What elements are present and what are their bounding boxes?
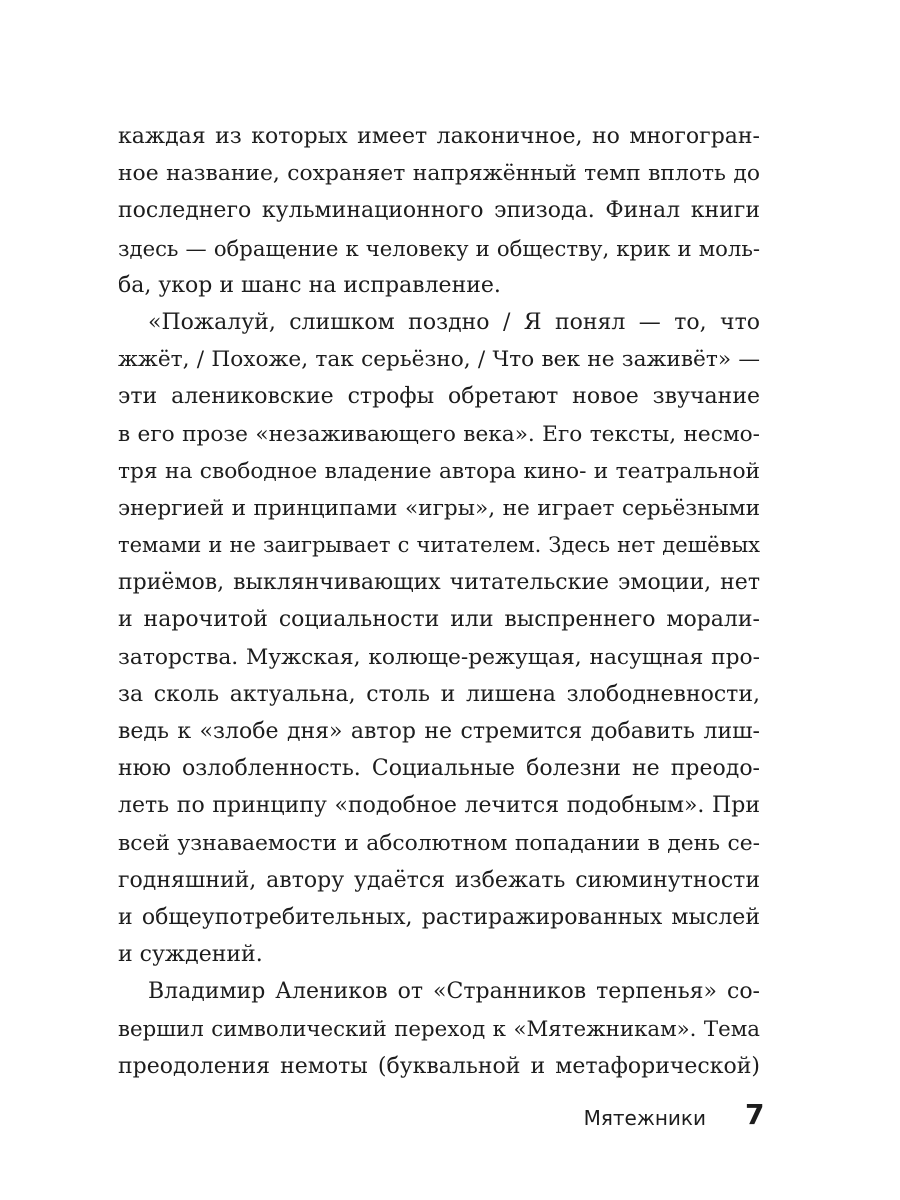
text-line: последнего кульминационного эпизода. Финал книги: [118, 198, 760, 224]
text-line: нюю озлобленность. Социальные болезни не преодо-: [118, 756, 760, 782]
text-line: преодоления немоты (буквальной и метафорической): [118, 1053, 760, 1079]
text-line: ведь к «злобе дня» автор не стремится добавить лиш-: [118, 719, 760, 744]
text-line: приёмов, выклянчивающих читательские эмоции, нет: [118, 570, 760, 596]
text-line: и общеупотребительных, растиражированных мыслей: [118, 904, 760, 930]
text-line: заторства. Мужская, колюще-режущая, насущная про-: [118, 644, 760, 670]
text-line: каждая из которых имеет лаконичное, но многогран-: [118, 124, 760, 149]
text-line: вершил символический переход к «Мятежникам». Тема: [118, 1016, 760, 1042]
text-line: темами и не заигрывает с читателем. Здесь нет дешёвых: [118, 533, 760, 558]
page-number: 7: [745, 1098, 765, 1131]
text-line: тря на свободное владение автора кино- и театральной: [118, 458, 760, 484]
text-line: ба, укор и шанс на исправление.: [118, 272, 501, 298]
text-line: Владимир Алеников от «Странников терпенья» со-: [148, 979, 760, 1005]
text-line: в его прозе «незаживающего века». Его тексты, несмо-: [118, 421, 760, 447]
running-title: Мятежники: [583, 1106, 706, 1130]
text-line: леть по принципу «подобное лечится подобным». При: [118, 793, 760, 819]
body-text: [118, 118, 760, 1085]
text-line: жжёт, / Похоже, так серьёзно, / Что век не заживёт» —: [118, 347, 760, 373]
text-line: за сколь актуальна, столь и лишена злободневности,: [118, 681, 760, 707]
text-line: энергией и принципами «игры», не играет серьёзными: [118, 495, 760, 521]
text-line: и нарочитой социальности или выспреннего морали-: [118, 607, 760, 633]
text-line: здесь — обращение к человеку и обществу, крик и моль-: [118, 235, 760, 261]
text-line: и суждений.: [118, 942, 263, 968]
text-line: всей узнаваемости и абсолютном попадании в день се-: [118, 830, 760, 856]
text-line: годняшний, автору удаётся избежать сиюминутности: [118, 867, 760, 893]
page-footer: [0, 1098, 900, 1138]
text-line: эти алениковские строфы обретают новое звучание: [118, 384, 760, 410]
text-line: ное название, сохраняет напряжённый темп вплоть до: [118, 161, 760, 187]
text-line: «Пожалуй, слишком поздно / Я понял — то, что: [148, 309, 760, 335]
